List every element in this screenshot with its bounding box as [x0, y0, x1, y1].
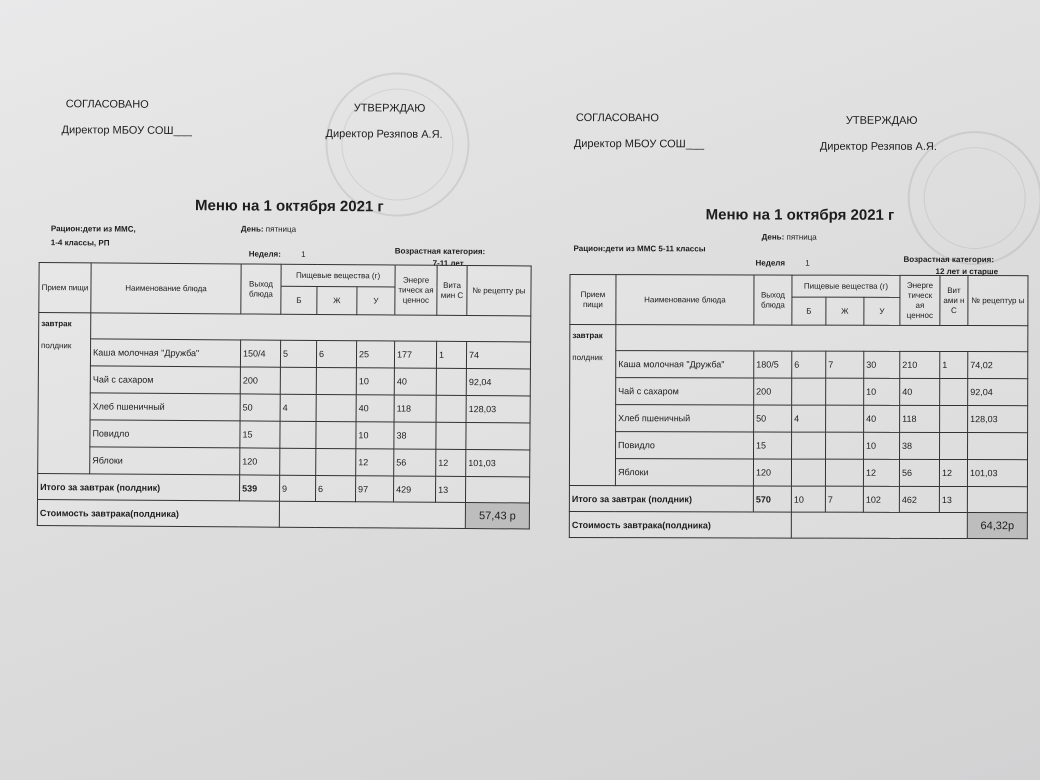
col-vit-header: Вит ами н С — [940, 275, 968, 325]
confirm-label: УТВЕРЖДАЮ — [845, 114, 918, 127]
table-row: Чай с сахаром 200 10 40 92,04 — [570, 378, 1028, 406]
cost-value: 64,32р — [967, 513, 1027, 539]
cost-value: 57,43 р — [465, 503, 529, 529]
col-meal-header: Прием пищи — [570, 275, 616, 325]
col-energy-header: Энерге тическ ая ценнос — [900, 275, 940, 325]
menu-title: Меню на 1 октября 2021 г — [705, 206, 895, 224]
col-b-header: Б — [792, 297, 826, 325]
age-category-value: 7-11 лет — [432, 258, 464, 268]
col-nutrients-header: Пищевые вещества (г) — [792, 275, 900, 297]
menu-title: Меню на 1 октября 2021 г — [194, 197, 384, 216]
ration-line-1: Рацион:дети из ММС, — [50, 224, 136, 234]
table-row: Хлеб пшеничный 50 4 40 118 128,03 — [38, 393, 530, 423]
col-recipe-header: № рецепту ры — [467, 266, 531, 316]
col-vit-header: Вита мин С — [437, 265, 467, 315]
col-meal-header: Прием пищи — [39, 263, 91, 313]
confirm-label: УТВЕРЖДАЮ — [353, 102, 426, 115]
col-u-header: У — [864, 297, 900, 325]
age-category-value: 12 лет и старше — [935, 266, 999, 277]
ration-line-2: 1-4 классы, РП — [50, 238, 110, 248]
spacer-row — [91, 313, 531, 342]
cost-row — [569, 512, 1027, 539]
table-row: Каша молочная "Дружба" 150/4 5 6 25 177 1 74 — [38, 339, 530, 369]
table-row: Повидло 15 10 38 — [570, 432, 1028, 460]
seal-stamp — [325, 72, 470, 217]
approved-by: Директор МБОУ СОШ___ — [573, 138, 705, 151]
confirm-by: Директор Резяпов А.Я. — [819, 140, 937, 153]
col-yield-header: Выход блюда — [241, 264, 281, 314]
table-row: Чай с сахаром 200 10 40 92,04 — [38, 366, 530, 396]
col-dish-header: Наименование блюда — [91, 263, 241, 314]
age-category-label: Возрастная категория: — [394, 246, 486, 257]
total-row: Итого за завтрак (полдник) 539 9 6 97 429 13 — [38, 474, 530, 503]
week-info: Неделя: 1 — [248, 249, 306, 259]
approved-label: СОГЛАСОВАНО — [575, 112, 659, 125]
cost-label: Стоимость завтрака(полдника) — [37, 500, 279, 528]
spacer-row — [616, 325, 1028, 352]
table-row: Каша молочная "Дружба" 180/5 6 7 30 210 1 74,02 — [570, 351, 1028, 379]
age-category-label: Возрастная категория: — [903, 254, 995, 265]
col-energy-header: Энерге тическ ая ценнос — [395, 265, 437, 315]
approved-by: Директор МБОУ СОШ___ — [61, 124, 192, 138]
col-dish-header: Наименование блюда — [616, 275, 754, 325]
total-row: Итого за завтрак (полдник) 570 10 7 102 462 13 — [569, 486, 1027, 513]
col-u-header: У — [357, 287, 395, 315]
table-row: Повидло 15 10 38 — [38, 420, 530, 450]
meal-cell: завтрак полдник — [569, 325, 615, 486]
ration-line-1: Рацион:дети из ММС 5-11 классы — [573, 244, 706, 254]
cost-label: Стоимость завтрака(полдника) — [569, 512, 791, 539]
menu-table — [569, 274, 1029, 539]
day-info: День: пятница — [240, 224, 297, 234]
col-zh-header: Ж — [317, 286, 357, 314]
table-row: Яблоки 120 12 56 12 101,03 — [569, 459, 1027, 487]
col-zh-header: Ж — [826, 297, 864, 325]
col-yield-header: Выход блюда — [754, 275, 792, 325]
menu-table — [37, 262, 532, 529]
approved-label: СОГЛАСОВАНО — [65, 98, 149, 111]
menu-sheet-right — [567, 80, 1038, 551]
table-row: Яблоки 120 12 56 12 101,03 — [38, 447, 530, 477]
cost-row — [37, 500, 529, 529]
meal-cell: завтрак полдник — [38, 313, 91, 474]
table-row: Хлеб пшеничный 50 4 40 118 128,03 — [570, 405, 1028, 433]
week-info: Неделя 1 — [755, 258, 810, 268]
col-nutrients-header: Пищевые вещества (г) — [281, 264, 395, 287]
col-b-header: Б — [281, 286, 317, 314]
day-info: День: пятница — [761, 232, 817, 242]
menu-sheet-left — [33, 70, 548, 554]
col-recipe-header: № рецептур ы — [968, 276, 1028, 326]
confirm-by: Директор Резяпов А.Я. — [325, 128, 443, 141]
